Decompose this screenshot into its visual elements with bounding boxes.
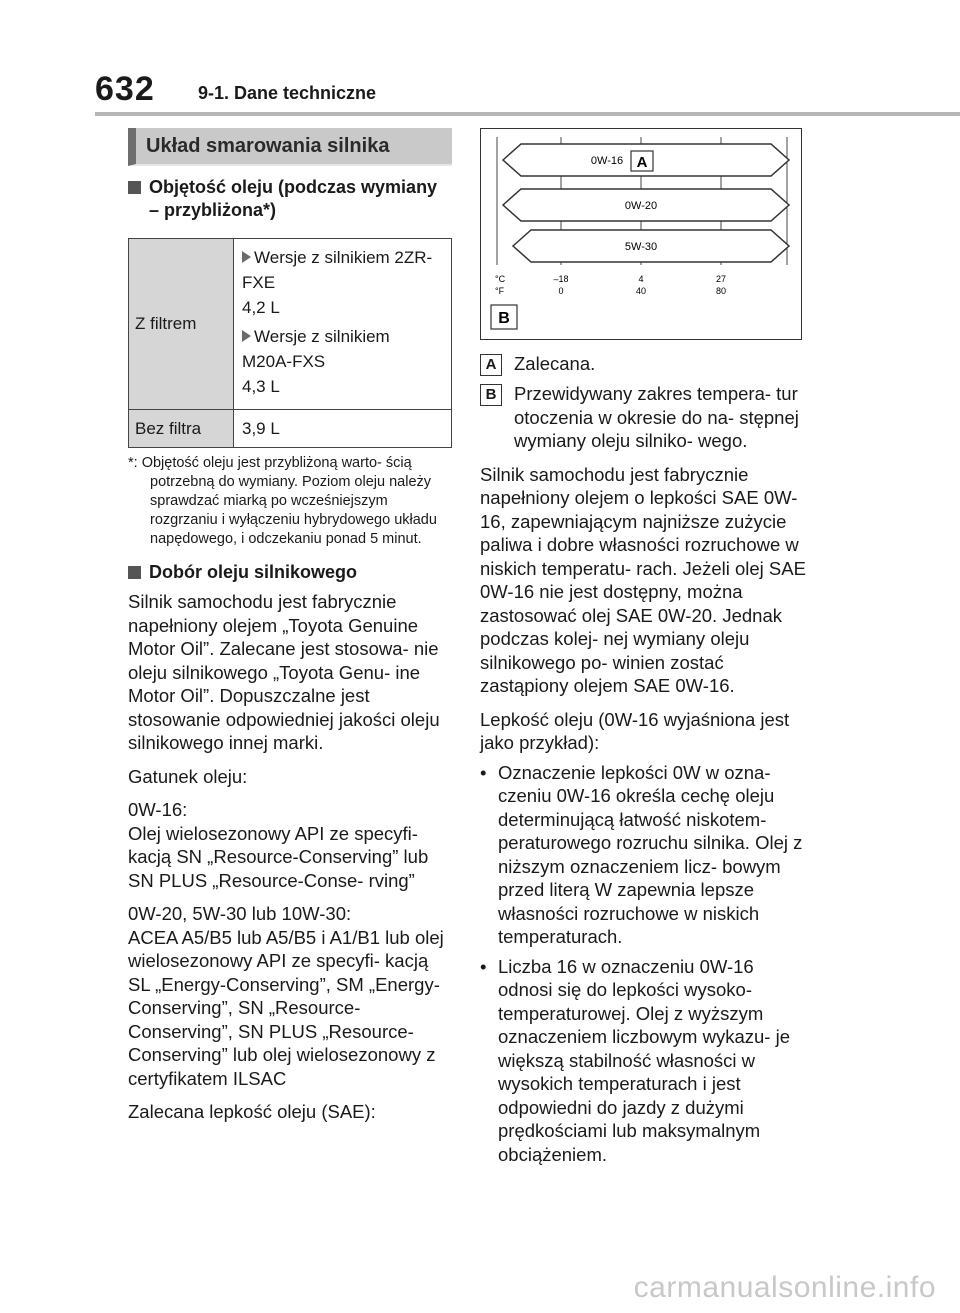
oil-amount: 4,3 L (242, 377, 280, 396)
unit-fahrenheit: °F (495, 286, 505, 296)
paragraph: ACEA A5/B5 lub A5/B5 i A1/B1 lub olej wielosezonowy API ze specyfi- kacją SL „Energy-Conserving”, SM „Energy-Conserving”, SN „Resource- Conserving”, SN PLUS „Resource- Conserving” lub olej wielosezonowy z certyfikatem ILSAC (128, 926, 444, 1089)
engine-variant: Wersje z silnikiem M20A-FXS (242, 327, 390, 371)
oil-capacity-title: Objętość oleju (podczas wymiany – przybliżona*) (149, 177, 438, 220)
tick-f: 40 (635, 286, 647, 296)
oil-selection-title: Dobór oleju silnikowego (149, 562, 358, 582)
legend-letter: B (480, 384, 502, 406)
marker-b: B (498, 310, 510, 327)
square-bullet-icon (128, 566, 141, 579)
row-value (234, 239, 452, 410)
tick-c: 4 (638, 274, 644, 284)
bar-label-0w20: 0W-20 (624, 200, 658, 212)
marker-a: A (636, 154, 648, 171)
oil-grade-label: 0W-20, 5W-30 lub 10W-30: (128, 903, 352, 924)
section-heading: Układ smarowania silnika (128, 128, 452, 166)
paragraph: Silnik samochodu jest fabrycznie napełniony olejem „Toyota Genuine Motor Oil”. Zalecane jest stosowa- nie oleju silnikowego „Toyota Genu- ine Motor Oil”. Dopuszczalne jest stosowanie odpowiedniej jakości oleju silnikowego innej marki. (128, 591, 440, 753)
watermark: carmanualsonline.info (633, 1271, 936, 1304)
row-label: Z filtrem (129, 239, 234, 410)
bullet-dot: • (480, 955, 487, 977)
bullet-dot: • (480, 761, 487, 783)
table-row (129, 239, 452, 410)
table-row (129, 410, 452, 448)
engine-variant: Wersje z silnikiem 2ZR-FXE (242, 248, 433, 292)
legend-text: Przewidywany zakres tempera- tur otoczenia w okresie do na- stępnej wymiany oleju silniko- wego. (514, 383, 799, 451)
list-text: Oznaczenie lepkości 0W w ozna- czeniu 0W-16 określa cechę oleju determinującą łatwość niskotem- peraturowego rozruchu silnika. Olej z niższym oznaczeniem licz- bowym przed literą W zapewnia lepsze własności rozruchowe w niskich temperaturach. (498, 761, 803, 947)
tick-f: 0 (558, 286, 564, 296)
paragraph: Silnik samochodu jest fabrycznie napełniony olejem o lepkości SAE 0W-16, zapewniającym najniższe zużycie paliwa i dobre własności rozruchowe w niskich temperatu- rach. Jeżeli olej SAE 0W-16 nie jest dostępny, można zastosować olej SAE 0W-20. Jednak podczas kolej- nej wymiany oleju silnikowego po- winien zostać zastąpiony olejem SAE 0W-16. (480, 463, 806, 696)
paragraph: Zalecana lepkość oleju (SAE): (128, 1101, 376, 1122)
value-block (242, 245, 443, 320)
oil-grade-label: 0W-16: (128, 799, 188, 820)
tick-c: 27 (715, 274, 727, 284)
paragraph: Gatunek oleju: (128, 765, 248, 787)
row-value: 3,9 L (234, 410, 452, 448)
page-number: 632 (95, 70, 155, 108)
oil-capacity-table (128, 238, 452, 448)
tick-c: –18 (553, 274, 569, 284)
triangle-bullet-icon (242, 251, 251, 263)
bar-label-5w30: 5W-30 (624, 241, 658, 253)
value-block (242, 324, 443, 399)
list-item (480, 761, 810, 949)
unit-celsius: °C (495, 274, 506, 284)
capacity-footnote: *: Objętość oleju jest przybliżoną warto- ścią potrzebną do wymiany. Poziom oleju należy sprawdzać miarką po wcześniejszym rozgrzaniu i wyłączeniu hybrydowego układu napędowego, i odczekaniu ponad 5 minut. (128, 455, 437, 547)
bar-label-0w16: 0W-16 (590, 155, 624, 167)
row-label: Bez filtra (129, 410, 234, 448)
oil-capacity-heading (128, 176, 452, 222)
legend-item (480, 352, 810, 376)
legend-item (480, 382, 810, 453)
paragraph: Olej wielosezonowy API ze specyfi- kacją SN „Resource-Conserving” lub SN PLUS „Resource-Conse- rving” (128, 822, 429, 891)
paragraph: Lepkość oleju (0W-16 wyjaśniona jest jako przykład): (480, 708, 790, 753)
oil-selection-heading (128, 561, 452, 584)
tick-f: 80 (715, 286, 727, 296)
oil-amount: 4,2 L (242, 298, 280, 317)
legend-text: Zalecana. (514, 353, 596, 374)
legend-letter: A (480, 354, 502, 376)
header-rule (95, 112, 960, 116)
viscosity-chart (480, 128, 802, 340)
right-column (480, 128, 810, 1166)
list-text: Liczba 16 w oznaczeniu 0W-16 odnosi się do lepkości wysoko- temperaturowej. Olej z wyższym oznaczeniem liczbowym wykazu- je większą stabilność własności w wysokich temperaturach i jest odpowiedni do jazdy z dużymi prędkościami lub maksymalnym obciążeniem. (498, 955, 790, 1165)
section-title: 9-1. Dane techniczne (198, 83, 377, 103)
list-item (480, 955, 810, 1167)
left-column (128, 128, 452, 1124)
square-bullet-icon (128, 181, 141, 194)
triangle-bullet-icon (242, 330, 251, 342)
viscosity-chart-svg (481, 129, 801, 339)
